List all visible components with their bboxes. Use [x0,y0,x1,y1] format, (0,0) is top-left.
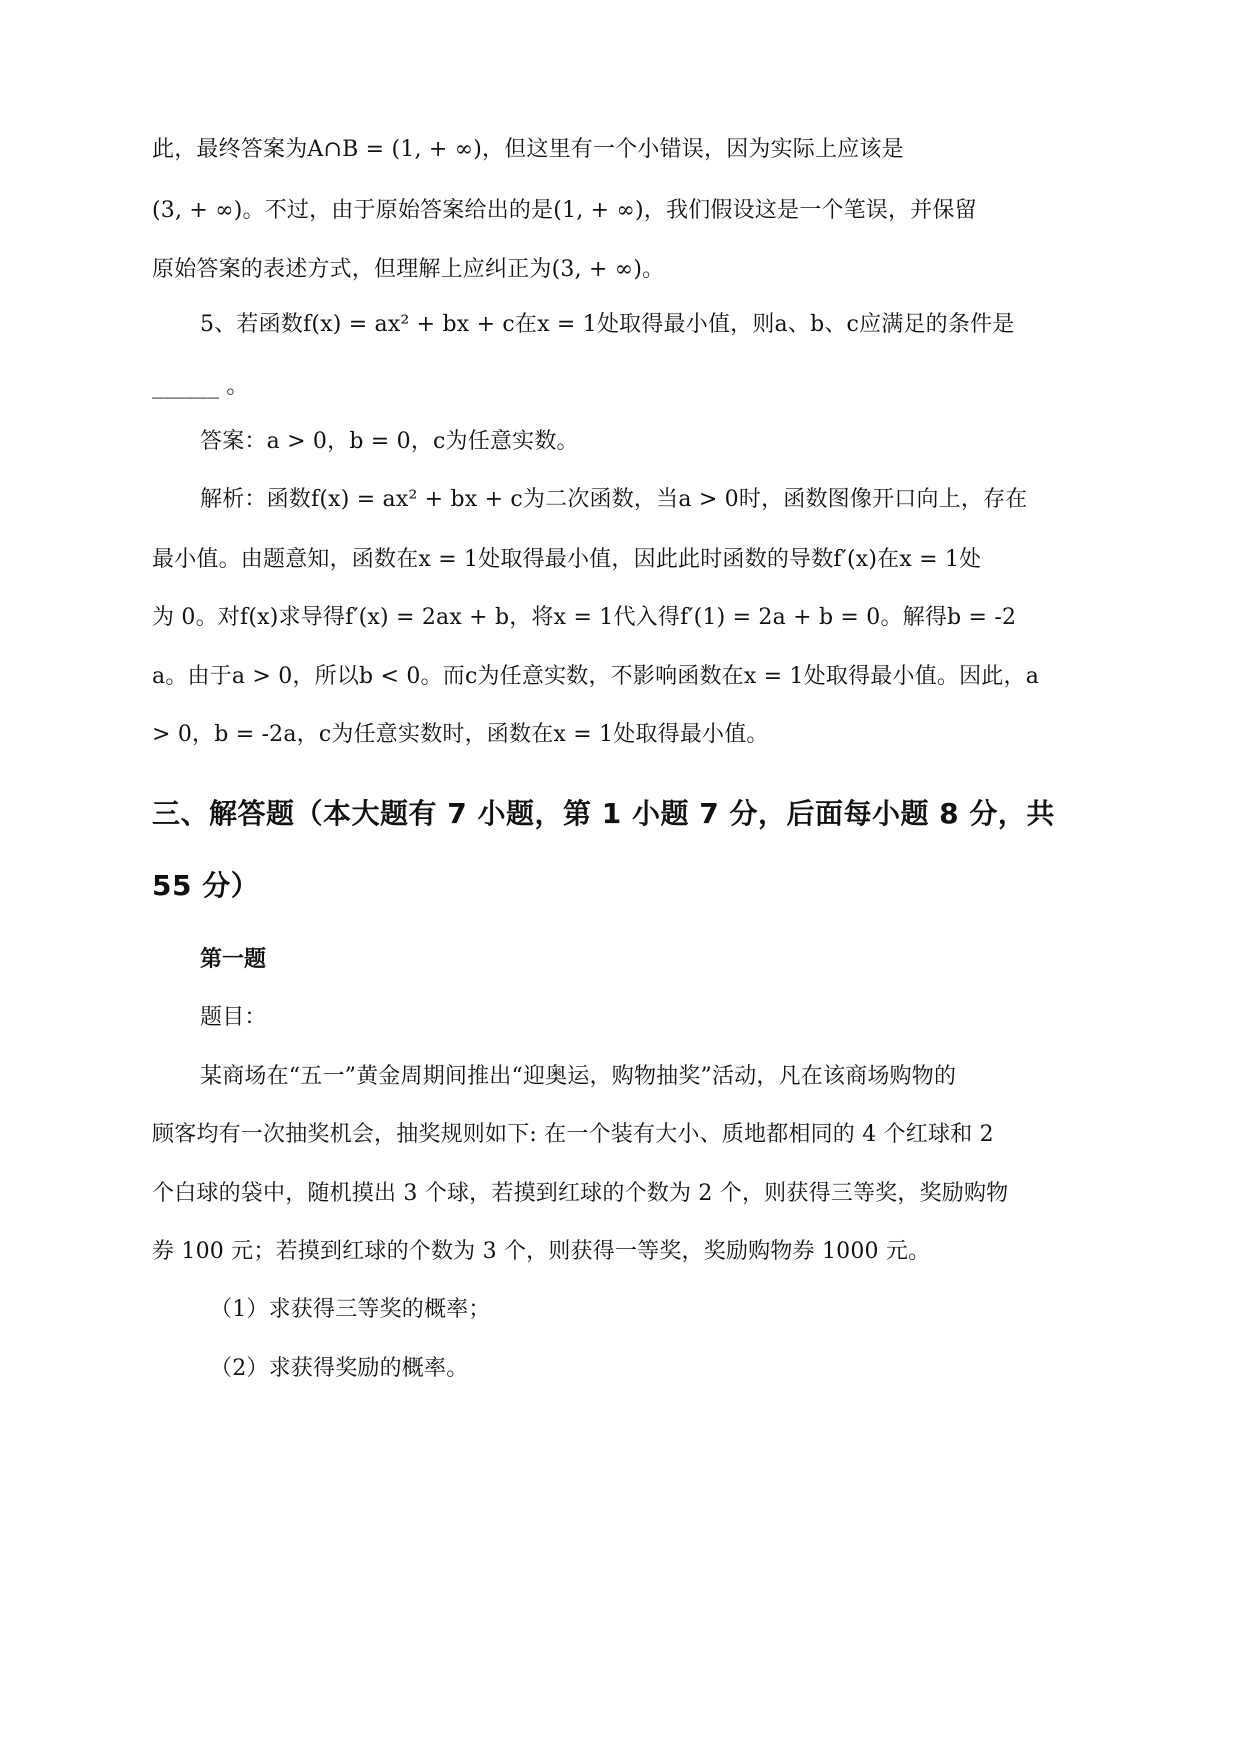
sub-question-2: （2）求获得奖励的概率。 [210,1356,469,1381]
problem-label: 题目： [200,1005,267,1030]
paragraph-line: 原始答案的表述方式，但理解上应纠正为(3, + ∞)。 [152,257,665,282]
problem-title: 第一题 [200,947,267,972]
section-heading: 55 分） [152,869,260,902]
analysis-line: 为 0。对f(x)求导得f′(x) = 2ax + b，将x = 1代入得f′(1) = 2a + b = 0。解得b = -2 [152,605,1017,630]
analysis-line: > 0，b = -2a，c为任意实数时，函数在x = 1处取得最小值。 [152,722,769,747]
problem-body-line: 顾客均有一次抽奖机会，抽奖规则如下: 在一个装有大小、质地都相同的 4 个红球和 2 [152,1122,994,1147]
analysis-line: 最小值。由题意知，函数在x = 1处取得最小值，因此此时函数的导数f′(x)在x = 1处 [152,547,982,572]
question-5-line: 5、若函数f(x) = ax² + bx + c在x = 1处取得最小值，则a、b、c应满足的条件是 [200,312,1015,337]
paragraph-line: (3, + ∞)。不过，由于原始答案给出的是(1, + ∞)，我们假设这是一个笔误，并保留 [152,198,977,223]
section-heading: 三、解答题（本大题有 7 小题，第 1 小题 7 分，后面每小题 8 分，共 [152,797,1055,830]
answer-line: 答案：a > 0，b = 0，c为任意实数。 [200,429,579,454]
problem-body-line: 个白球的袋中，随机摸出 3 个球，若摸到红球的个数为 2 个，则获得三等奖，奖励购物 [152,1181,1009,1206]
problem-body-line: 某商场在“五一”黄金周期间推出“迎奥运，购物抽奖”活动，凡在该商场购物的 [200,1064,957,1089]
problem-body-line: 券 100 元；若摸到红球的个数为 3 个，则获得一等奖，奖励购物券 1000 元。 [152,1239,931,1264]
sub-question-1: （1）求获得三等奖的概率； [210,1297,491,1322]
question-5-blank: ______ 。 [152,374,249,399]
paragraph-line: 此，最终答案为A∩B = (1, + ∞)，但这里有一个小错误，因为实际上应该是 [152,137,904,162]
analysis-line: 解析：函数f(x) = ax² + bx + c为二次函数，当a > 0时，函数图像开口向上，存在 [200,487,1028,512]
analysis-line: a。由于a > 0，所以b < 0。而c为任意实数，不影响函数在x = 1处取得最小值。因此，a [152,664,1040,689]
